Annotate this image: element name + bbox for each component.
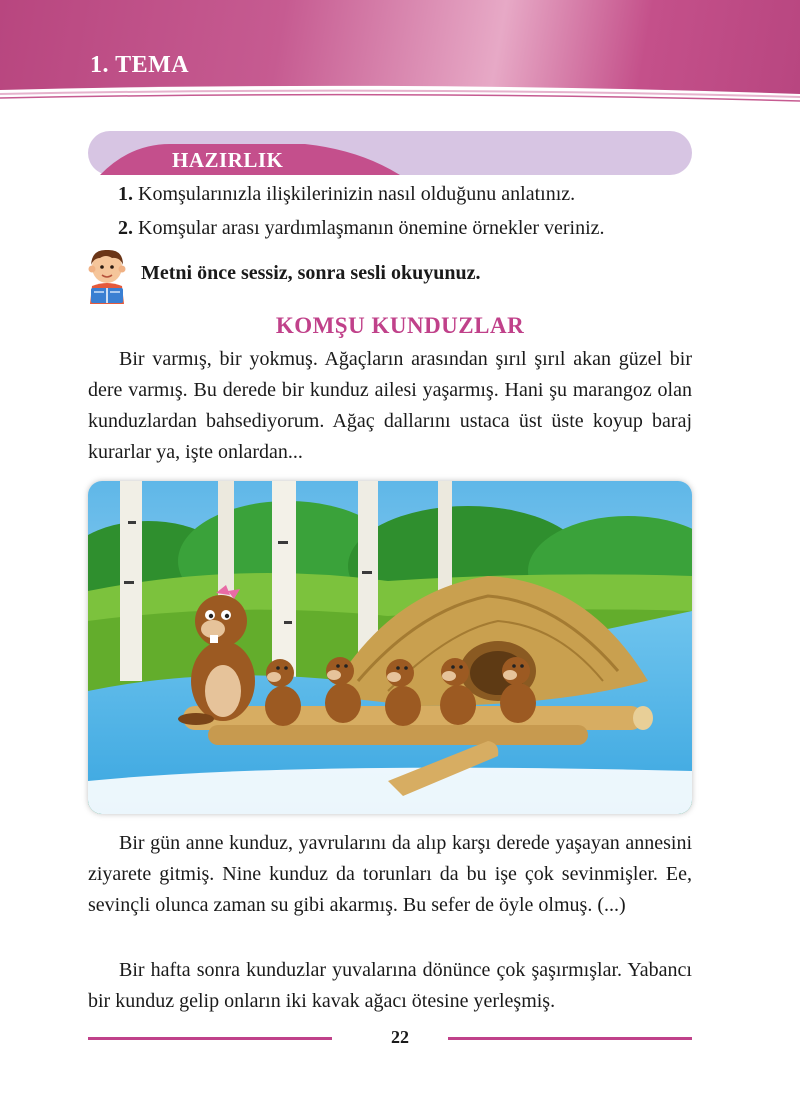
question-list [118, 177, 718, 245]
story-title: KOMŞU KUNDUZLAR [275, 313, 525, 338]
beaver-illustration [88, 481, 692, 814]
question-item: 1. Komşularınızla ilişkilerinizin nasıl olduğunu anlatınız. [118, 183, 576, 205]
preparation-label: HAZIRLIK [172, 148, 284, 172]
header-swoosh [0, 84, 800, 106]
story-paragraph: Bir hafta sonra kunduzlar yuvalarına dönünce çok şaşırmışlar. Yabancı bir kunduz gelip onların iki kavak ağacı ötesine yerleşmiş. [88, 959, 692, 1012]
reading-instruction: Metni önce sessiz, sonra sesli okuyunuz. [141, 262, 481, 284]
theme-title: 1. TEMA [90, 52, 190, 78]
beaver-scene-image [88, 481, 692, 814]
footer-line-right [448, 1037, 692, 1040]
story-paragraph: Bir varmış, bir yokmuş. Ağaçların arasından şırıl şırıl akan güzel bir dere varmış. Bu derede bir kunduz ailesi yaşarmış. Hani şu marangoz olan kunduzlardan bahsediyorum. Ağaç dallarını ustaca üst üste koyup baraj kurarlar ya, işte onlardan... [88, 348, 692, 463]
story-paragraph: Bir gün anne kunduz, yavrularını da alıp karşı derede yaşayan annesini ziyarete gitmiş. Nine kunduz da torunları da bu işe çok sevinmişler. Ee, sevinçli olunca zaman su gibi akarmış. Bu sefer de öyle olmuş. (...) [88, 832, 692, 916]
page-number: 22 [391, 1027, 409, 1047]
reading-child-icon [82, 246, 132, 306]
footer-line-left [88, 1037, 332, 1040]
question-item: 2. Komşular arası yardımlaşmanın önemine örnekler veriniz. [118, 217, 605, 239]
